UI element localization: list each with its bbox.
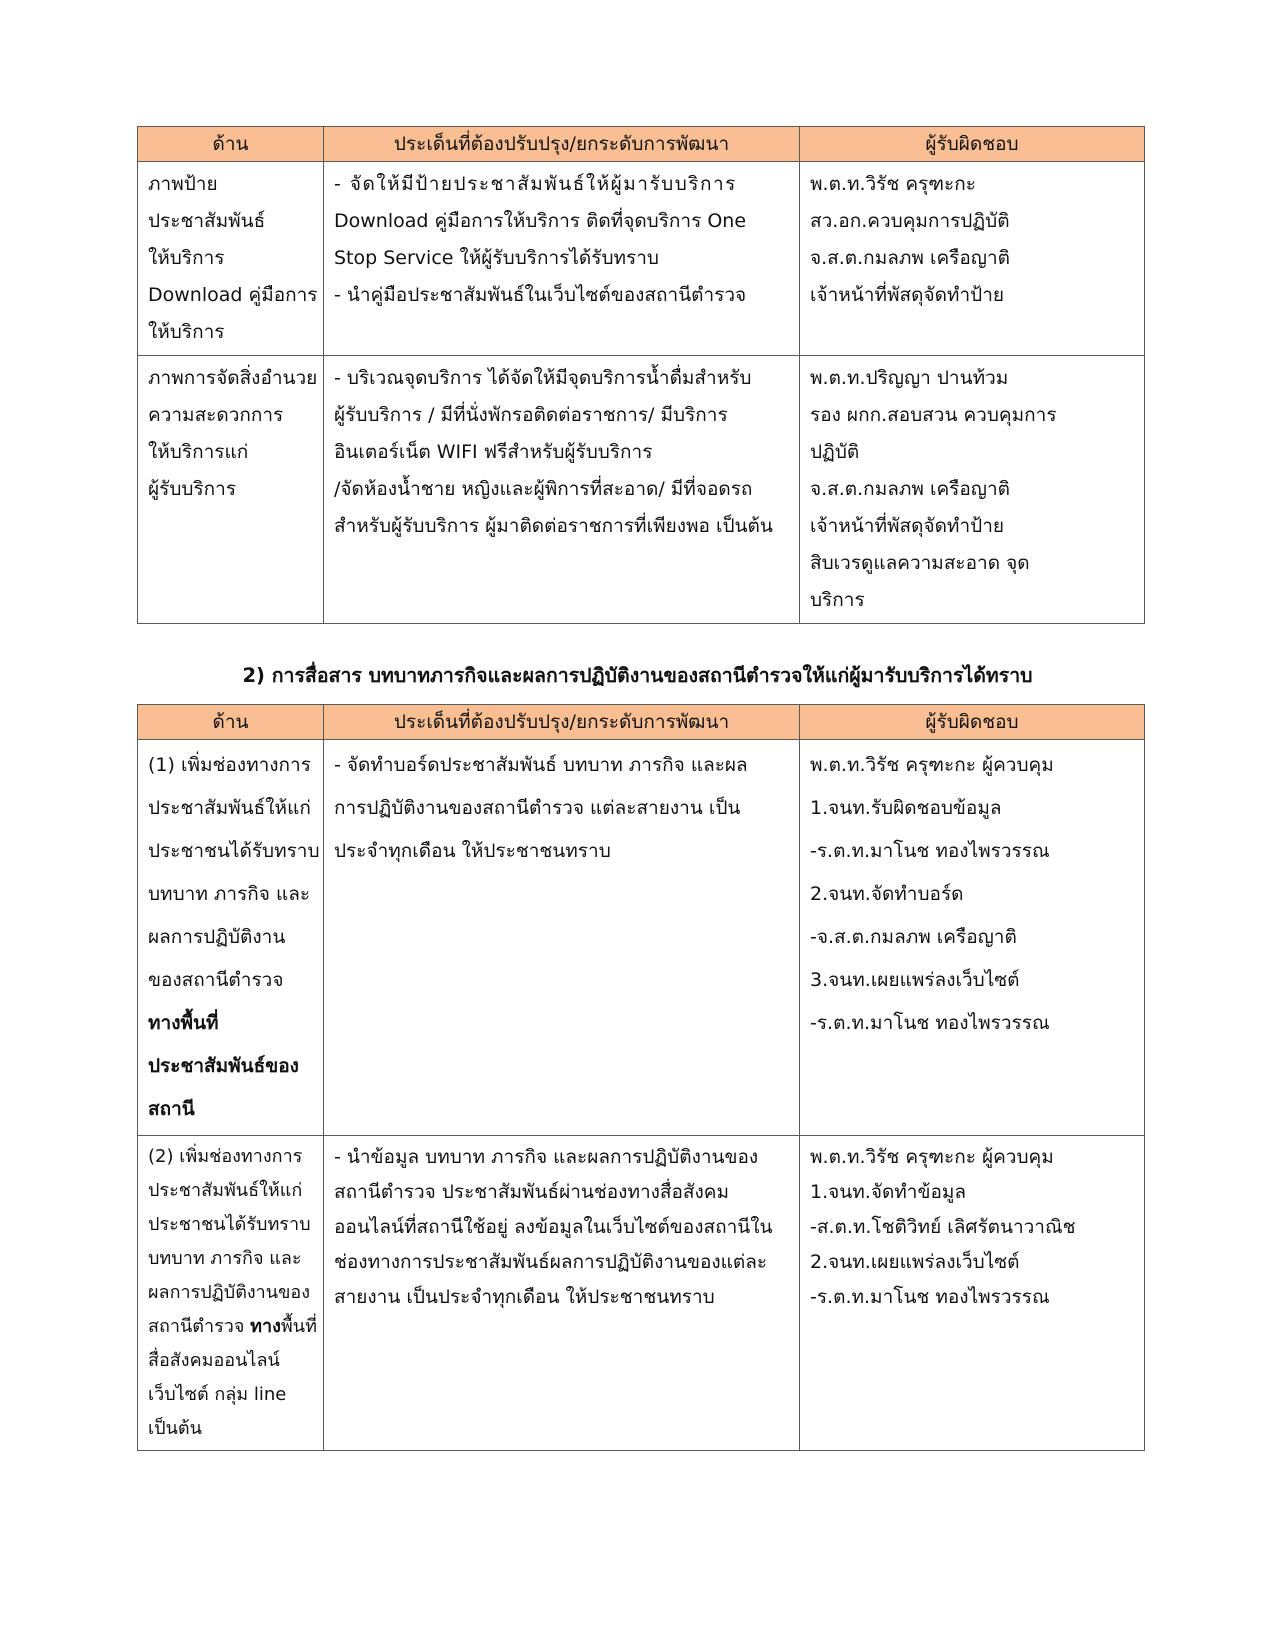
issue-line: การปฏิบัติงานของสถานีตำรวจ แต่ละสายงาน เป็น: [334, 797, 741, 819]
issue-line: ช่องทางการประชาสัมพันธ์ผลการปฏิบัติงานของแต่ละ: [334, 1251, 768, 1273]
aspect-text-bold: ทาง: [250, 1316, 281, 1337]
responsible-line: จ.ส.ต.กมลภพ เครือญาติ: [810, 247, 1010, 269]
table-header-row: [138, 127, 1145, 162]
issue-line: สำหรับผู้รับบริการ ผู้มาติดต่อราชการที่เพียงพอ เป็นต้น: [334, 515, 773, 537]
aspect-line: บทบาท ภารกิจ และ: [148, 883, 311, 905]
aspect-line: ประชาชนได้รับทราบ: [148, 840, 320, 862]
issue-line: อินเตอร์เน็ต WIFI ฟรีสำหรับผู้รับบริการ: [334, 441, 653, 463]
header-issue: ประเด็นที่ต้องปรับปรุง/ยกระดับการพัฒนา: [324, 705, 800, 740]
aspect-line: (2) เพิ่มช่องทางการ: [148, 1146, 303, 1167]
responsible-line: บริการ: [810, 589, 865, 611]
responsible-cell: [800, 1136, 1145, 1451]
aspect-line-mixed: [148, 1310, 317, 1344]
issue-cell: [324, 1136, 800, 1451]
aspect-line: ให้บริการแก่: [148, 441, 249, 463]
responsible-line: ปฏิบัติ: [810, 441, 860, 463]
table-header-row: [138, 705, 1145, 740]
responsible-line: สิบเวรดูแลความสะอาด จุด: [810, 552, 1030, 574]
responsible-line: รอง ผกก.สอบสวน ควบคุมการ: [810, 404, 1057, 426]
responsible-line: เจ้าหน้าที่พัสดุจัดทำป้าย: [810, 284, 1004, 306]
aspect-cell: [138, 740, 324, 1136]
aspect-line: บทบาท ภารกิจ และ: [148, 1248, 302, 1269]
aspect-cell: [138, 162, 324, 356]
aspect-line: ประชาชนได้รับทราบ: [148, 1214, 311, 1235]
aspect-line: สื่อสังคมออนไลน์: [148, 1350, 280, 1371]
header-responsible: ผู้รับผิดชอบ: [800, 127, 1145, 162]
aspect-line: ของสถานีตำรวจ: [148, 969, 284, 991]
aspect-line: ความสะดวกการ: [148, 404, 284, 426]
aspect-line: ผลการปฏิบัติงานของ: [148, 1282, 310, 1303]
header-responsible: ผู้รับผิดชอบ: [800, 705, 1145, 740]
aspect-text: สถานีตำรวจ: [148, 1316, 251, 1337]
aspect-line: เป็นต้น: [148, 1418, 202, 1439]
issue-cell: [324, 740, 800, 1136]
responsible-line: พ.ต.ท.วิรัช ครุฑะกะ ผู้ควบคุม: [810, 1146, 1054, 1168]
issue-line: - จัดให้มีป้ายประชาสัมพันธ์ให้ผู้มารับบริการ: [334, 173, 737, 195]
aspect-line: ประชาสัมพันธ์ให้แก่: [148, 1180, 303, 1201]
aspect-cell: [138, 1136, 324, 1451]
aspect-cell: [138, 356, 324, 624]
issue-line: Stop Service ให้ผู้รับบริการได้รับทราบ: [334, 247, 659, 269]
responsible-line: 2.จนท.จัดทำบอร์ด: [810, 883, 964, 905]
aspect-line-bold: สถานี: [148, 1098, 195, 1120]
responsible-line: -ร.ต.ท.มาโนช ทองไพรวรรณ: [810, 1012, 1050, 1034]
responsible-line: -ร.ต.ท.มาโนช ทองไพรวรรณ: [810, 840, 1050, 862]
responsible-cell: [800, 356, 1145, 624]
aspect-line: Download คู่มือการ: [148, 284, 318, 306]
responsible-line: จ.ส.ต.กมลภพ เครือญาติ: [810, 478, 1010, 500]
responsible-line: -ส.ต.ท.โชติวิทย์ เลิศรัตนาวาณิช: [810, 1216, 1076, 1238]
aspect-line-bold: ประชาสัมพันธ์ของ: [148, 1055, 299, 1077]
aspect-text: พื้นที่: [280, 1316, 317, 1337]
responsible-line: สว.อก.ควบคุมการปฏิบัติ: [810, 210, 1010, 232]
responsible-cell: [800, 162, 1145, 356]
section-heading: 2) การสื่อสาร บทบาทภารกิจและผลการปฏิบัติงานของสถานีตำรวจให้แก่ผู้มารับบริการได้ทราบ: [242, 664, 1033, 687]
issue-line: - นำคู่มือประชาสัมพันธ์ในเว็บไซต์ของสถานีตำรวจ: [334, 284, 747, 306]
header-issue: ประเด็นที่ต้องปรับปรุง/ยกระดับการพัฒนา: [324, 127, 800, 162]
responsible-line: พ.ต.ท.ปริญญา ปานท้วม: [810, 367, 1009, 389]
responsible-line: 1.จนท.จัดทำข้อมูล: [810, 1181, 967, 1203]
table-row: [138, 356, 1145, 624]
responsible-line: 1.จนท.รับผิดชอบข้อมูล: [810, 797, 1002, 819]
responsible-cell: [800, 740, 1145, 1136]
aspect-line: ประชาสัมพันธ์ให้แก่: [148, 797, 311, 819]
issue-cell: [324, 356, 800, 624]
aspect-line: ภาพป้าย: [148, 173, 218, 195]
aspect-line: ประชาสัมพันธ์: [148, 210, 266, 232]
issue-line: สถานีตำรวจ ประชาสัมพันธ์ผ่านช่องทางสื่อสังคม: [334, 1181, 730, 1203]
responsibility-table-2: [137, 704, 1145, 1451]
aspect-line: เว็บไซต์ กลุ่ม line: [148, 1384, 287, 1405]
responsible-line: พ.ต.ท.วิรัช ครุฑะกะ: [810, 173, 976, 195]
responsibility-table-1: [137, 126, 1145, 624]
header-aspect: ด้าน: [138, 705, 324, 740]
responsible-line: -จ.ส.ต.กมลภพ เครือญาติ: [810, 926, 1017, 948]
aspect-line: ให้บริการ: [148, 247, 225, 269]
issue-line: สายงาน เป็นประจำทุกเดือน ให้ประชาชนทราบ: [334, 1286, 715, 1308]
responsible-line: 3.จนท.เผยแพร่ลงเว็บไซต์: [810, 969, 1020, 991]
header-aspect: ด้าน: [138, 127, 324, 162]
aspect-line: ผู้รับบริการ: [148, 478, 237, 500]
issue-line: ออนไลน์ที่สถานีใช้อยู่ ลงข้อมูลในเว็บไซต์ของสถานีใน: [334, 1216, 773, 1238]
issue-line: - บริเวณจุดบริการ ได้จัดให้มีจุดบริการน้ำดื่มสำหรับ: [334, 367, 752, 389]
aspect-line: ภาพการจัดสิ่งอำนวย: [148, 367, 318, 389]
table-row: [138, 740, 1145, 1136]
issue-cell: [324, 162, 800, 356]
issue-line: /จัดห้องน้ำชาย หญิงและผู้พิการที่สะอาด/ มีที่จอดรถ: [334, 478, 753, 500]
issue-line: Download คู่มือการให้บริการ ติดที่จุดบริการ One: [334, 210, 747, 232]
issue-line: - จัดทำบอร์ดประชาสัมพันธ์ บทบาท ภารกิจ และผล: [334, 754, 748, 776]
aspect-line: ผลการปฏิบัติงาน: [148, 926, 286, 948]
responsible-line: เจ้าหน้าที่พัสดุจัดทำป้าย: [810, 515, 1004, 537]
responsible-line: 2.จนท.เผยแพร่ลงเว็บไซต์: [810, 1251, 1020, 1273]
aspect-line: ให้บริการ: [148, 321, 225, 343]
table-row: [138, 1136, 1145, 1451]
issue-line: ประจำทุกเดือน ให้ประชาชนทราบ: [334, 840, 611, 862]
aspect-line-bold: ทางพื้นที่: [148, 1012, 219, 1034]
responsible-line: พ.ต.ท.วิรัช ครุฑะกะ ผู้ควบคุม: [810, 754, 1054, 776]
table-row: [138, 162, 1145, 356]
aspect-line: (1) เพิ่มช่องทางการ: [148, 754, 311, 776]
issue-line: - นำข้อมูล บทบาท ภารกิจ และผลการปฏิบัติงานของ: [334, 1146, 759, 1168]
responsible-line: -ร.ต.ท.มาโนช ทองไพรวรรณ: [810, 1286, 1050, 1308]
issue-line: ผู้รับบริการ / มีที่นั่งพักรอติดต่อราชการ/ มีบริการ: [334, 404, 728, 426]
